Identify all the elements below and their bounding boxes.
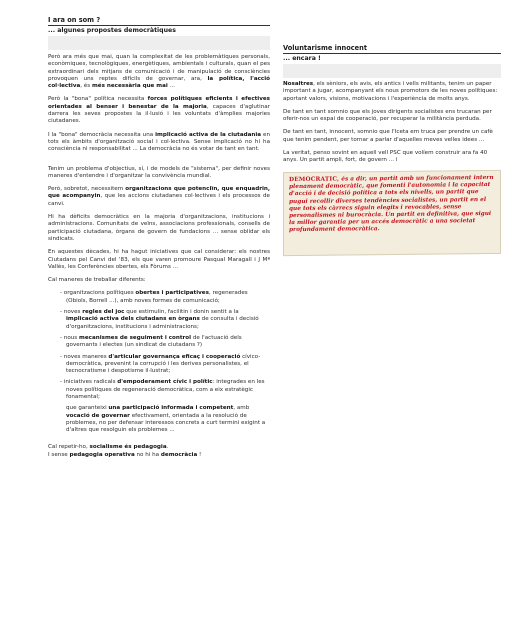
- section-heading: Voluntarisme innocent: [283, 44, 368, 52]
- paragraph: Però, sobretot, necessitem organitzacions que potenciïn, que enquadrin, que acompanyin, que les accions ciutadanes col·lectives i els processos de canvi.: [48, 186, 270, 207]
- list-item: - organitzacions polítiques obertes i participatives, regenerades (Obiols, Borrell ...), amb noves formes de comunicació;: [60, 290, 248, 304]
- section-subheading: ... algunes propostes democràtiques: [48, 27, 176, 34]
- quote-body: és a dir, un partit amb un funcionament intern plenament democràtic, que fomenti l'autonomia i la capacitat d'acció i de decisió política a tots els nivells, un partit que pugui recollir diverses tendències socialistes, un partit en el que tots els càrrecs siguin elegits i revocables, sense personalismes ni burocràcia. Un partit en definitiva, que sigui la millor garantia per un accés democràtic a una societat profundament democràtica.: [289, 174, 494, 234]
- paragraph: Però ara més que mai, quan la complexitat de les problemàtiques personals, econòmiques, tecnològiques, energètiques, ambientals i culturals, quan el pes extraordinari dels mitjans de comunicació i de manipulació de consciències provoquen uns reptes difícils de governar, ara, la política, l'acció col·lectiva, és més necessària que mai ...: [48, 54, 271, 90]
- left-column: [48, 16, 270, 465]
- list-item: - iniciatives radicals d'empoderament cívic i polític: integrades en les noves polítiques de regeneració democràtica, com a eix estratègic fonamental;: [60, 379, 265, 400]
- paragraph: I la "bona" democràcia necessita una implicació activa de la ciutadania en tots els àmbits d'organització social i col·lectiva. Sense implicació no hi ha consciència ni responsabilitat ... La democràcia no és votar de tant en tant.: [48, 131, 270, 153]
- list-item-continuation: que garanteixi una participació informada i competent, amb vocació de governar efectivament, orientada a la resolució de problemes, no per defensar interessos concrets a curt termini exigint a d'altres que resolguin els problemes ...: [66, 405, 266, 434]
- section-subheading: ... encara !: [283, 55, 321, 62]
- paragraph: Però la "bona" política necessita forces polítiques eficients i efectives orientades al benser i benestar de la majoria, capaces d'aglutinar darrera les seves propostes la il·lusió i les voluntats d'àmplies majories ciutadanes.: [48, 96, 270, 125]
- paragraph: De tant en tant, innocent, somnio que l'Iceta em truca per prendre un cafè que tenim pendent, per tornar a parlar d'aquelles meves velles idees ...: [283, 129, 493, 143]
- quoted-clipping-image: [283, 170, 501, 256]
- list-item: - nous mecanismes de seguiment i control de l'actuació dels governants i electes (un sindicat de ciutadans ?): [60, 334, 242, 349]
- heading-rule: [48, 25, 270, 26]
- paragraph: De tant en tant somnio que els joves dirigents socialistes ens trucaran per oferir-nos un espai de cooperació, per recuperar la militància perduda.: [283, 108, 492, 123]
- section-heading: I ara on som ?: [48, 16, 101, 24]
- heading-shade: [283, 64, 501, 78]
- paragraph: La veritat, penso sovint en aquell vell PSC que volíem construir ara fa 40 anys. Un partit ampli, fort, de govern ... i: [283, 150, 488, 164]
- paragraph: Tenim un problema d'objectius, sí, i de models de "sistema", per definir noves maneres d'entendre i d'organitzar la convivència mundial.: [48, 165, 270, 179]
- proposal-list: [48, 290, 270, 401]
- list-item: - noves maneres d'articular governança eficaç i cooperació cívico-democràtica, prevenint la corrupció i les derives personalistes, el tecnocratisme i despotisme il·lustrat;: [60, 353, 261, 375]
- closing-line: I sense pedagogia operativa no hi ha democràcia !: [48, 451, 202, 458]
- paragraph: En aquestes dècades, hi ha hagut iniciatives que cal considerar: els nostres Ciutadans pel Canvi del '83, els que varen promoure Pasqual Maragall i J Mª Vallès, les Conferències obertes, els Fòrums ...: [48, 249, 270, 270]
- right-column: [283, 44, 501, 255]
- list-item: - noves regles del joc que estimulin, facilitin i donin sentit a la implicació activa dels ciutadans en òrgans de consulta i decisió d'organitzacions, institucions i administracions;: [60, 309, 259, 330]
- paragraph: Nosaltres, els sèniors, els avis, els antics i vells militants, tenim un paper important a jugar, acompanyant els nous promotors de les noves polítiques: aportant valors, visions, motivacions i l'experiència de molts anys.: [283, 81, 498, 102]
- quote-lead-word: DEMOCRATIC,: [289, 176, 340, 183]
- heading-shade: [48, 36, 270, 50]
- paragraph: Hi ha dèficits democràtics en la majoria d'organitzacions, institucions i administracions. Comunitats de veïns, associacions professionals, consells de participació ciutadana, òrgans de govern de fundacions ... sense oblidar els sindicats.: [48, 214, 270, 242]
- heading-rule: [283, 53, 501, 54]
- list-intro: Cal maneres de treballar diferents:: [48, 277, 146, 284]
- closing-line: Cal repetir-ho, socialisme és pedagogia.: [48, 444, 169, 451]
